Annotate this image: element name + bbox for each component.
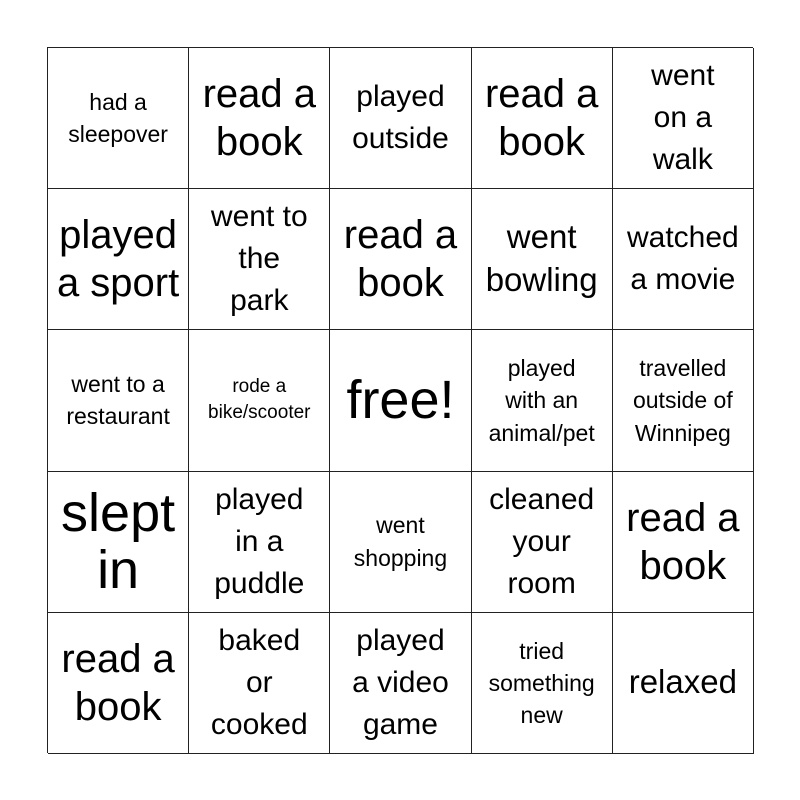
bingo-cell[interactable]: played in a puddle [189, 472, 330, 613]
bingo-cell[interactable]: tried something new [472, 613, 613, 754]
free-space-cell[interactable]: free! [330, 330, 471, 471]
bingo-cell[interactable]: cleaned your room [472, 472, 613, 613]
bingo-cell[interactable]: read a book [330, 189, 471, 330]
bingo-cell[interactable]: played with an animal/pet [472, 330, 613, 471]
bingo-cell[interactable]: played a sport [48, 189, 189, 330]
bingo-cell[interactable]: read a book [189, 48, 330, 189]
bingo-cell[interactable]: went on a walk [613, 48, 754, 189]
bingo-cell[interactable]: played outside [330, 48, 471, 189]
bingo-cell[interactable]: went to a restaurant [48, 330, 189, 471]
bingo-cell[interactable]: played a video game [330, 613, 471, 754]
bingo-cell[interactable]: read a book [472, 48, 613, 189]
bingo-cell[interactable]: went to the park [189, 189, 330, 330]
bingo-cell[interactable]: slept in [48, 472, 189, 613]
bingo-cell[interactable]: read a book [48, 613, 189, 754]
bingo-cell[interactable]: watched a movie [613, 189, 754, 330]
bingo-cell[interactable]: travelled outside of Winnipeg [613, 330, 754, 471]
bingo-cell[interactable]: baked or cooked [189, 613, 330, 754]
bingo-cell[interactable]: had a sleepover [48, 48, 189, 189]
bingo-cell[interactable]: went bowling [472, 189, 613, 330]
bingo-board [47, 47, 753, 753]
bingo-cell[interactable]: read a book [613, 472, 754, 613]
bingo-cell[interactable]: rode a bike/scooter [189, 330, 330, 471]
bingo-cell[interactable]: relaxed [613, 613, 754, 754]
bingo-cell[interactable]: went shopping [330, 472, 471, 613]
